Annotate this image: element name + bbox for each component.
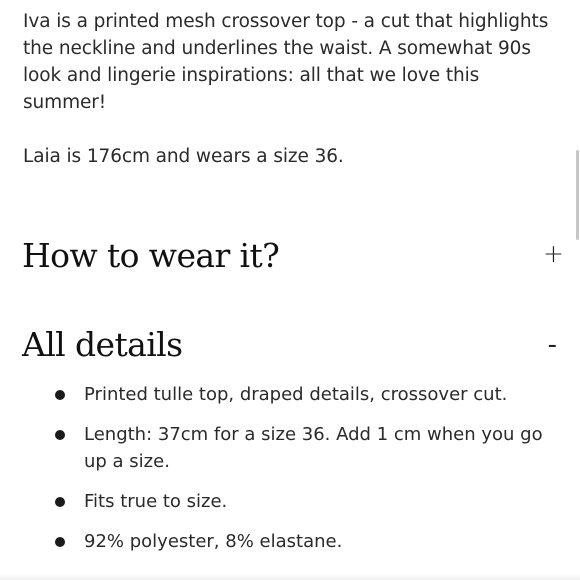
list-item	[54, 488, 554, 515]
expand-icon[interactable]: +	[543, 239, 564, 268]
detail-text: 92% polyester, 8% elastane.	[84, 531, 343, 552]
list-item	[54, 381, 554, 408]
product-description	[23, 8, 568, 170]
scrollbar-thumb[interactable]	[576, 150, 579, 240]
bullet-icon	[55, 430, 65, 440]
detail-text: Printed tulle top, draped details, crossover cut.	[84, 384, 508, 405]
list-item	[54, 421, 554, 475]
description-paragraph: Iva is a printed mesh crossover top - a cut that highlights the neckline and underlines the waist. A somewhat 90s look and lingerie inspirations: all that we love this summer!	[23, 11, 549, 113]
collapse-icon[interactable]: -	[547, 330, 557, 360]
bottom-edge	[0, 574, 580, 580]
scrollbar[interactable]	[574, 0, 580, 580]
bullet-icon	[55, 537, 65, 547]
bullet-icon	[55, 390, 65, 400]
detail-text: Fits true to size.	[84, 491, 228, 512]
detail-text: Length: 37cm for a size 36. Add 1 cm when you go up a size.	[84, 424, 543, 472]
bullet-icon	[55, 497, 65, 507]
details-list	[54, 381, 554, 568]
list-item	[54, 528, 554, 555]
model-size-info: Laia is 176cm and wears a size 36.	[23, 146, 344, 167]
all-details-heading[interactable]: All details	[22, 325, 183, 364]
how-to-wear-heading[interactable]: How to wear it?	[22, 236, 280, 275]
